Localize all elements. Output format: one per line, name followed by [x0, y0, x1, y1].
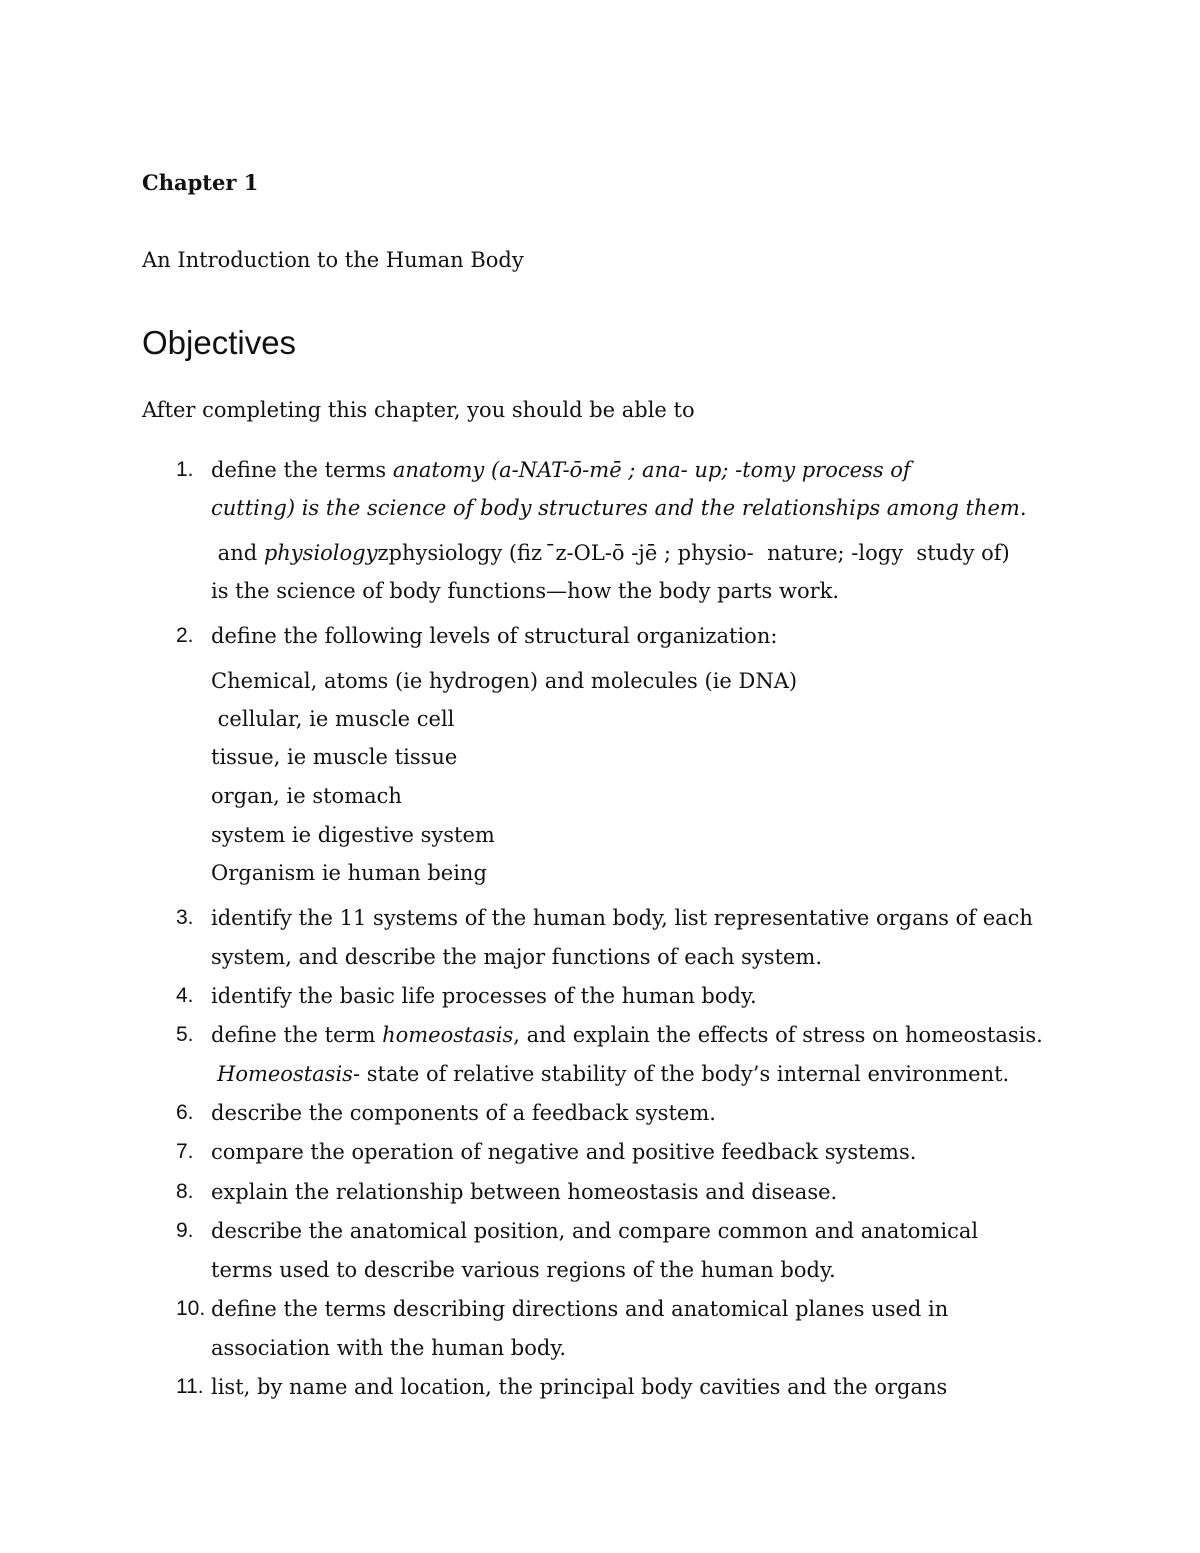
list-item-10-line-1: define the terms describing directions and anatomical planes used in	[211, 1297, 949, 1321]
item-5-homeostasis-label: Homeostasis	[217, 1062, 353, 1086]
item-5-homeostasis-definition: - state of relative stability of the body’s internal environment.	[352, 1062, 1010, 1086]
item-1-anatomy-term: anatomy (a-NAT-ō-mē ; ana- up; -tomy process of	[392, 458, 911, 482]
level-chemical: Chemical, atoms (ie hydrogen) and molecules (ie DNA)	[211, 669, 798, 693]
item-5-homeostasis-term: homeostasis	[382, 1023, 514, 1047]
list-item-9-line-2: terms used to describe various regions of the human body.	[211, 1258, 836, 1282]
list-item-3-line-1: identify the 11 systems of the human body, list representative organs of each	[211, 906, 1033, 930]
item-1-anatomy-definition: cutting) is the science of body structures and the relationships among them	[211, 496, 1020, 520]
level-organism: Organism ie human being	[211, 861, 487, 885]
list-number-7: 7.	[176, 1140, 194, 1163]
item-1-physiology-term: physiology	[263, 541, 378, 565]
list-number-4: 4.	[176, 984, 194, 1007]
chapter-title: Chapter 1	[142, 170, 259, 195]
level-system: system ie digestive system	[211, 823, 495, 847]
list-item-7-line-1: compare the operation of negative and positive feedback systems.	[211, 1140, 917, 1164]
intro-text: After completing this chapter, you should be able to	[142, 398, 695, 422]
item-5-text-a: define the term	[211, 1023, 383, 1047]
list-number-10: 10.	[176, 1297, 206, 1320]
item-1-text: define the terms	[211, 458, 393, 482]
list-number-6: 6.	[176, 1101, 194, 1124]
list-item-1-line-1	[211, 456, 911, 484]
list-item-6-line-1: describe the components of a feedback system.	[211, 1101, 716, 1125]
list-item-5-line-1	[211, 1021, 1043, 1049]
item-1-and: and	[211, 541, 264, 565]
list-item-11-line-1: list, by name and location, the principal body cavities and the organs	[211, 1375, 948, 1399]
list-number-11: 11.	[176, 1375, 204, 1398]
level-organ: organ, ie stomach	[211, 784, 402, 808]
list-number-9: 9.	[176, 1219, 194, 1242]
list-item-2-line-1: define the following levels of structural organization:	[211, 624, 778, 648]
list-number-3: 3.	[176, 906, 194, 929]
list-number-5: 5.	[176, 1023, 194, 1046]
item-1-physiology-pronunciation: zphysiology (fiz ̄z-OL-ō -jē ; physio- nature; -logy study of)	[377, 541, 1010, 565]
level-tissue: tissue, ie muscle tissue	[211, 745, 458, 769]
list-item-4-line-1: identify the basic life processes of the human body.	[211, 984, 757, 1008]
list-item-3-line-2: system, and describe the major functions of each system.	[211, 945, 823, 969]
item-1-period: .	[1019, 496, 1027, 520]
chapter-subtitle: An Introduction to the Human Body	[142, 248, 524, 272]
list-item-9-line-1: describe the anatomical position, and compare common and anatomical	[211, 1219, 979, 1243]
list-item-1-line-4: is the science of body functions—how the body parts work.	[211, 579, 840, 603]
item-5-text-b: , and explain the effects of stress on homeostasis.	[513, 1023, 1043, 1047]
list-item-10-line-2: association with the human body.	[211, 1336, 567, 1360]
list-number-8: 8.	[176, 1180, 194, 1203]
list-item-1-line-3	[211, 539, 1010, 567]
objectives-heading: Objectives	[142, 324, 297, 361]
list-item-1-line-2	[211, 494, 1027, 522]
level-cellular: cellular, ie muscle cell	[211, 707, 455, 731]
list-item-8-line-1: explain the relationship between homeostasis and disease.	[211, 1180, 838, 1204]
list-number-1: 1.	[176, 458, 194, 481]
list-item-5-line-2	[217, 1060, 1009, 1088]
list-number-2: 2.	[176, 624, 194, 647]
